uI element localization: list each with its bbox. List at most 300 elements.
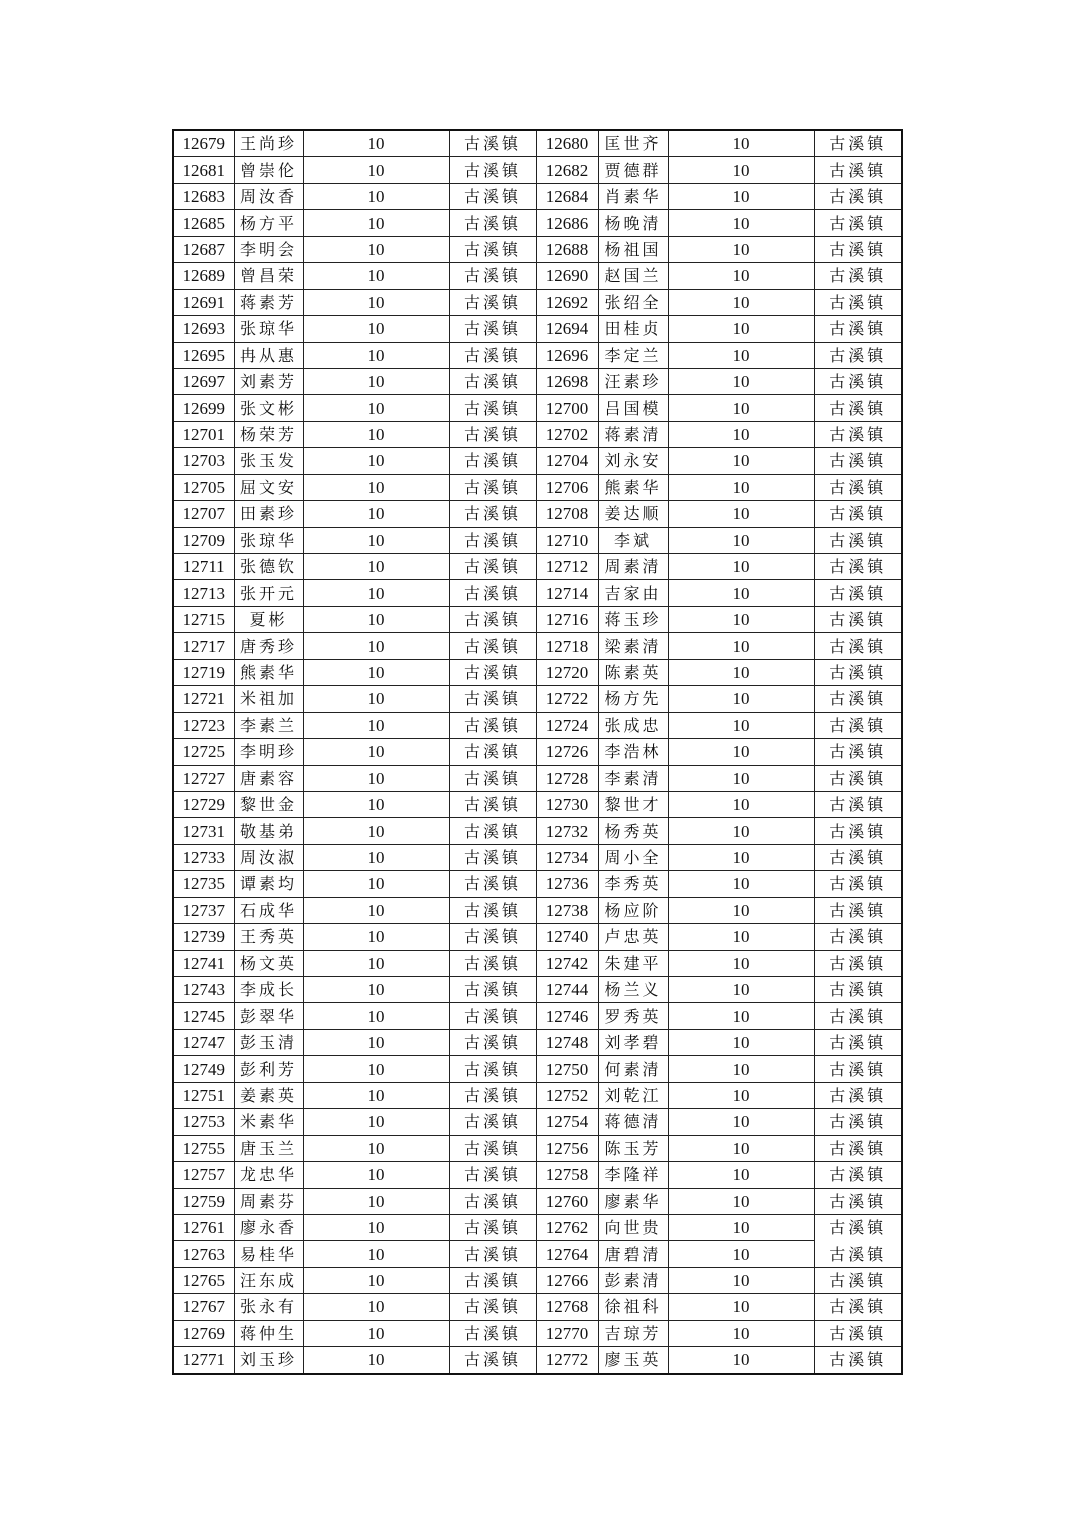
town-cell: 古溪镇 <box>814 924 902 950</box>
town-cell: 古溪镇 <box>814 1347 902 1374</box>
person-name-cell: 黎世金 <box>234 791 303 817</box>
town-cell: 古溪镇 <box>449 316 536 342</box>
record-id-cell: 12685 <box>173 210 234 236</box>
table-row <box>173 818 902 844</box>
record-id-cell: 12684 <box>536 183 598 209</box>
amount-cell: 10 <box>303 844 449 870</box>
amount-cell: 10 <box>303 183 449 209</box>
record-id-cell: 12748 <box>536 1029 598 1055</box>
record-id-cell: 12730 <box>536 791 598 817</box>
town-cell: 古溪镇 <box>449 1135 536 1161</box>
amount-cell: 10 <box>668 1109 814 1135</box>
town-cell: 古溪镇 <box>449 421 536 447</box>
record-id-cell: 12695 <box>173 342 234 368</box>
record-id-cell: 12713 <box>173 580 234 606</box>
person-name-cell: 杨方平 <box>234 210 303 236</box>
town-cell: 古溪镇 <box>814 130 902 157</box>
table-row <box>173 897 902 923</box>
amount-cell: 10 <box>668 157 814 183</box>
amount-cell: 10 <box>668 289 814 315</box>
amount-cell: 10 <box>668 1267 814 1293</box>
table-row <box>173 183 902 209</box>
town-cell: 古溪镇 <box>449 1320 536 1346</box>
amount-cell: 10 <box>303 395 449 421</box>
amount-cell: 10 <box>668 1241 814 1267</box>
record-id-cell: 12721 <box>173 686 234 712</box>
amount-cell: 10 <box>303 1056 449 1082</box>
person-name-cell: 唐素容 <box>234 765 303 791</box>
record-id-cell: 12725 <box>173 739 234 765</box>
town-cell: 古溪镇 <box>449 739 536 765</box>
amount-cell: 10 <box>303 633 449 659</box>
town-cell: 古溪镇 <box>814 501 902 527</box>
amount-cell: 10 <box>303 1294 449 1320</box>
record-id-cell: 12771 <box>173 1347 234 1374</box>
town-cell: 古溪镇 <box>449 1109 536 1135</box>
amount-cell: 10 <box>668 1294 814 1320</box>
person-name-cell: 李素兰 <box>234 712 303 738</box>
table-row <box>173 289 902 315</box>
town-cell: 古溪镇 <box>449 606 536 632</box>
amount-cell: 10 <box>303 1320 449 1346</box>
town-cell: 古溪镇 <box>449 818 536 844</box>
person-name-cell: 米祖加 <box>234 686 303 712</box>
town-cell: 古溪镇 <box>449 791 536 817</box>
town-cell: 古溪镇 <box>449 977 536 1003</box>
record-id-cell: 12697 <box>173 368 234 394</box>
person-name-cell: 唐玉兰 <box>234 1135 303 1161</box>
record-id-cell: 12752 <box>536 1082 598 1108</box>
record-id-cell: 12740 <box>536 924 598 950</box>
town-cell: 古溪镇 <box>449 1188 536 1214</box>
town-cell: 古溪镇 <box>449 501 536 527</box>
town-cell: 古溪镇 <box>814 1267 902 1293</box>
table-row <box>173 527 902 553</box>
person-name-cell: 朱建平 <box>598 950 668 976</box>
amount-cell: 10 <box>303 474 449 500</box>
record-id-cell: 12715 <box>173 606 234 632</box>
town-cell: 古溪镇 <box>814 368 902 394</box>
amount-cell: 10 <box>303 686 449 712</box>
town-cell: 古溪镇 <box>449 765 536 791</box>
town-cell: 古溪镇 <box>814 1029 902 1055</box>
amount-cell: 10 <box>303 1003 449 1029</box>
amount-cell: 10 <box>668 183 814 209</box>
record-id-cell: 12681 <box>173 157 234 183</box>
person-name-cell: 吉琼芳 <box>598 1320 668 1346</box>
record-id-cell: 12754 <box>536 1109 598 1135</box>
town-cell: 古溪镇 <box>449 712 536 738</box>
town-cell: 古溪镇 <box>814 1294 902 1320</box>
town-cell: 古溪镇 <box>814 633 902 659</box>
record-id-cell: 12763 <box>173 1241 234 1267</box>
town-cell: 古溪镇 <box>814 342 902 368</box>
record-id-cell: 12703 <box>173 448 234 474</box>
amount-cell: 10 <box>668 1320 814 1346</box>
amount-cell: 10 <box>303 157 449 183</box>
town-cell: 古溪镇 <box>814 236 902 262</box>
record-id-cell: 12766 <box>536 1267 598 1293</box>
person-name-cell: 廖素华 <box>598 1188 668 1214</box>
town-cell: 古溪镇 <box>814 263 902 289</box>
record-id-cell: 12702 <box>536 421 598 447</box>
person-name-cell: 梁素清 <box>598 633 668 659</box>
record-id-cell: 12690 <box>536 263 598 289</box>
person-name-cell: 蒋仲生 <box>234 1320 303 1346</box>
town-cell: 古溪镇 <box>814 395 902 421</box>
record-id-cell: 12719 <box>173 659 234 685</box>
record-id-cell: 12757 <box>173 1162 234 1188</box>
amount-cell: 10 <box>668 210 814 236</box>
table-row <box>173 342 902 368</box>
amount-cell: 10 <box>668 739 814 765</box>
record-id-cell: 12720 <box>536 659 598 685</box>
town-cell: 古溪镇 <box>814 977 902 1003</box>
amount-cell: 10 <box>668 342 814 368</box>
person-name-cell: 张成忠 <box>598 712 668 738</box>
town-cell: 古溪镇 <box>814 712 902 738</box>
person-name-cell: 李明珍 <box>234 739 303 765</box>
person-name-cell: 卢忠英 <box>598 924 668 950</box>
amount-cell: 10 <box>668 633 814 659</box>
table-row <box>173 580 902 606</box>
table-row <box>173 1082 902 1108</box>
record-id-cell: 12689 <box>173 263 234 289</box>
person-name-cell: 敬基弟 <box>234 818 303 844</box>
person-name-cell: 姜素英 <box>234 1082 303 1108</box>
record-id-cell: 12686 <box>536 210 598 236</box>
table-row <box>173 1320 902 1346</box>
amount-cell: 10 <box>303 924 449 950</box>
person-name-cell: 田素珍 <box>234 501 303 527</box>
person-name-cell: 刘孝碧 <box>598 1029 668 1055</box>
table-row <box>173 1003 902 1029</box>
person-name-cell: 屈文安 <box>234 474 303 500</box>
town-cell: 古溪镇 <box>449 1294 536 1320</box>
town-cell: 古溪镇 <box>449 871 536 897</box>
table-row <box>173 1267 902 1293</box>
person-name-cell: 张琼华 <box>234 316 303 342</box>
person-name-cell: 米素华 <box>234 1109 303 1135</box>
amount-cell: 10 <box>668 1082 814 1108</box>
person-name-cell: 李定兰 <box>598 342 668 368</box>
record-id-cell: 12735 <box>173 871 234 897</box>
amount-cell: 10 <box>303 1214 449 1240</box>
amount-cell: 10 <box>668 659 814 685</box>
amount-cell: 10 <box>668 130 814 157</box>
town-cell: 古溪镇 <box>449 474 536 500</box>
amount-cell: 10 <box>668 395 814 421</box>
person-name-cell: 刘乾江 <box>598 1082 668 1108</box>
amount-cell: 10 <box>303 263 449 289</box>
amount-cell: 10 <box>668 448 814 474</box>
town-cell: 古溪镇 <box>814 739 902 765</box>
person-name-cell: 蒋玉珍 <box>598 606 668 632</box>
table-row <box>173 263 902 289</box>
person-name-cell: 唐秀珍 <box>234 633 303 659</box>
town-cell: 古溪镇 <box>449 554 536 580</box>
amount-cell: 10 <box>668 1056 814 1082</box>
record-id-cell: 12708 <box>536 501 598 527</box>
town-cell: 古溪镇 <box>814 157 902 183</box>
record-id-cell: 12750 <box>536 1056 598 1082</box>
amount-cell: 10 <box>668 316 814 342</box>
record-id-cell: 12738 <box>536 897 598 923</box>
table-row <box>173 210 902 236</box>
person-name-cell: 王尚珍 <box>234 130 303 157</box>
record-id-cell: 12700 <box>536 395 598 421</box>
town-cell: 古溪镇 <box>449 1162 536 1188</box>
person-name-cell: 廖玉英 <box>598 1347 668 1374</box>
amount-cell: 10 <box>668 501 814 527</box>
town-cell: 古溪镇 <box>449 950 536 976</box>
amount-cell: 10 <box>303 1267 449 1293</box>
town-cell: 古溪镇 <box>449 395 536 421</box>
town-cell: 古溪镇 <box>814 527 902 553</box>
amount-cell: 10 <box>303 1241 449 1267</box>
amount-cell: 10 <box>668 1188 814 1214</box>
record-id-cell: 12687 <box>173 236 234 262</box>
amount-cell: 10 <box>303 950 449 976</box>
person-name-cell: 田桂贞 <box>598 316 668 342</box>
amount-cell: 10 <box>668 527 814 553</box>
amount-cell: 10 <box>303 368 449 394</box>
amount-cell: 10 <box>303 130 449 157</box>
town-cell: 古溪镇 <box>814 554 902 580</box>
record-id-cell: 12756 <box>536 1135 598 1161</box>
table-row <box>173 712 902 738</box>
amount-cell: 10 <box>303 527 449 553</box>
record-id-cell: 12711 <box>173 554 234 580</box>
person-name-cell: 张德钦 <box>234 554 303 580</box>
record-id-cell: 12718 <box>536 633 598 659</box>
town-cell: 古溪镇 <box>449 1214 536 1240</box>
record-id-cell: 12762 <box>536 1214 598 1240</box>
table-row <box>173 739 902 765</box>
record-id-cell: 12688 <box>536 236 598 262</box>
person-name-cell: 匡世齐 <box>598 130 668 157</box>
table-row <box>173 448 902 474</box>
amount-cell: 10 <box>668 580 814 606</box>
person-name-cell: 冉从惠 <box>234 342 303 368</box>
record-id-cell: 12724 <box>536 712 598 738</box>
amount-cell: 10 <box>668 1214 814 1240</box>
table-row <box>173 1294 902 1320</box>
record-id-cell: 12705 <box>173 474 234 500</box>
table-row <box>173 1214 902 1240</box>
person-name-cell: 张永有 <box>234 1294 303 1320</box>
person-name-cell: 张琼华 <box>234 527 303 553</box>
record-id-cell: 12707 <box>173 501 234 527</box>
town-cell: 古溪镇 <box>814 1188 902 1214</box>
person-name-cell: 彭翠华 <box>234 1003 303 1029</box>
town-cell: 古溪镇 <box>814 1109 902 1135</box>
table-row <box>173 871 902 897</box>
record-id-cell: 12680 <box>536 130 598 157</box>
person-name-cell: 周素清 <box>598 554 668 580</box>
person-name-cell: 吉家由 <box>598 580 668 606</box>
table-row <box>173 977 902 1003</box>
record-id-cell: 12723 <box>173 712 234 738</box>
amount-cell: 10 <box>303 289 449 315</box>
town-cell: 古溪镇 <box>449 1056 536 1082</box>
person-name-cell: 石成华 <box>234 897 303 923</box>
person-name-cell: 刘玉珍 <box>234 1347 303 1374</box>
table-row <box>173 1109 902 1135</box>
table-row <box>173 236 902 262</box>
record-id-cell: 12712 <box>536 554 598 580</box>
record-id-cell: 12709 <box>173 527 234 553</box>
record-id-cell: 12726 <box>536 739 598 765</box>
table-row <box>173 501 902 527</box>
record-id-cell: 12716 <box>536 606 598 632</box>
amount-cell: 10 <box>668 1162 814 1188</box>
person-name-cell: 徐祖科 <box>598 1294 668 1320</box>
record-id-cell: 12731 <box>173 818 234 844</box>
amount-cell: 10 <box>668 1347 814 1374</box>
record-id-cell: 12737 <box>173 897 234 923</box>
person-name-cell: 黎世才 <box>598 791 668 817</box>
person-name-cell: 刘永安 <box>598 448 668 474</box>
person-name-cell: 向世贵 <box>598 1214 668 1240</box>
town-cell: 古溪镇 <box>814 871 902 897</box>
person-name-cell: 李隆祥 <box>598 1162 668 1188</box>
town-cell: 古溪镇 <box>814 1241 902 1267</box>
person-name-cell: 周汝淑 <box>234 844 303 870</box>
amount-cell: 10 <box>668 1029 814 1055</box>
table-row <box>173 316 902 342</box>
town-cell: 古溪镇 <box>449 1241 536 1267</box>
record-id-cell: 12694 <box>536 316 598 342</box>
town-cell: 古溪镇 <box>814 659 902 685</box>
town-cell: 古溪镇 <box>449 633 536 659</box>
record-id-cell: 12727 <box>173 765 234 791</box>
amount-cell: 10 <box>668 554 814 580</box>
person-name-cell: 彭玉清 <box>234 1029 303 1055</box>
person-name-cell: 吕国模 <box>598 395 668 421</box>
table-row <box>173 554 902 580</box>
amount-cell: 10 <box>303 210 449 236</box>
record-id-cell: 12741 <box>173 950 234 976</box>
town-cell: 古溪镇 <box>814 606 902 632</box>
person-name-cell: 张开元 <box>234 580 303 606</box>
person-name-cell: 杨荣芳 <box>234 421 303 447</box>
table-row <box>173 1188 902 1214</box>
table-row <box>173 765 902 791</box>
amount-cell: 10 <box>668 791 814 817</box>
town-cell: 古溪镇 <box>449 263 536 289</box>
town-cell: 古溪镇 <box>449 157 536 183</box>
amount-cell: 10 <box>668 950 814 976</box>
record-id-cell: 12751 <box>173 1082 234 1108</box>
town-cell: 古溪镇 <box>814 818 902 844</box>
town-cell: 古溪镇 <box>449 659 536 685</box>
town-cell: 古溪镇 <box>449 210 536 236</box>
record-id-cell: 12764 <box>536 1241 598 1267</box>
amount-cell: 10 <box>303 1135 449 1161</box>
person-name-cell: 谭素均 <box>234 871 303 897</box>
person-name-cell: 陈素英 <box>598 659 668 685</box>
record-id-cell: 12769 <box>173 1320 234 1346</box>
town-cell: 古溪镇 <box>449 289 536 315</box>
town-cell: 古溪镇 <box>449 342 536 368</box>
town-cell: 古溪镇 <box>814 1082 902 1108</box>
record-id-cell: 12736 <box>536 871 598 897</box>
table-row <box>173 950 902 976</box>
person-name-cell: 李成长 <box>234 977 303 1003</box>
record-id-cell: 12767 <box>173 1294 234 1320</box>
amount-cell: 10 <box>668 977 814 1003</box>
town-cell: 古溪镇 <box>814 1056 902 1082</box>
town-cell: 古溪镇 <box>449 686 536 712</box>
person-name-cell: 夏彬 <box>234 606 303 632</box>
record-id-cell: 12699 <box>173 395 234 421</box>
table-row <box>173 633 902 659</box>
amount-cell: 10 <box>668 474 814 500</box>
record-id-cell: 12682 <box>536 157 598 183</box>
amount-cell: 10 <box>668 263 814 289</box>
record-id-cell: 12760 <box>536 1188 598 1214</box>
town-cell: 古溪镇 <box>449 1347 536 1374</box>
record-id-cell: 12679 <box>173 130 234 157</box>
person-name-cell: 熊素华 <box>598 474 668 500</box>
table-row <box>173 844 902 870</box>
table-row <box>173 1135 902 1161</box>
table-row <box>173 1056 902 1082</box>
table-row <box>173 924 902 950</box>
record-id-cell: 12772 <box>536 1347 598 1374</box>
table-row <box>173 1162 902 1188</box>
person-name-cell: 王秀英 <box>234 924 303 950</box>
table-row <box>173 474 902 500</box>
amount-cell: 10 <box>668 686 814 712</box>
amount-cell: 10 <box>303 1109 449 1135</box>
record-id-cell: 12714 <box>536 580 598 606</box>
person-name-cell: 唐碧清 <box>598 1241 668 1267</box>
amount-cell: 10 <box>303 554 449 580</box>
person-name-cell: 肖素华 <box>598 183 668 209</box>
person-name-cell: 蒋素芳 <box>234 289 303 315</box>
amount-cell: 10 <box>303 659 449 685</box>
table-row <box>173 1241 902 1267</box>
person-name-cell: 易桂华 <box>234 1241 303 1267</box>
person-name-cell: 张绍全 <box>598 289 668 315</box>
amount-cell: 10 <box>303 1162 449 1188</box>
town-cell: 古溪镇 <box>814 1214 902 1240</box>
amount-cell: 10 <box>668 421 814 447</box>
town-cell: 古溪镇 <box>814 316 902 342</box>
amount-cell: 10 <box>668 897 814 923</box>
town-cell: 古溪镇 <box>814 289 902 315</box>
town-cell: 古溪镇 <box>449 844 536 870</box>
amount-cell: 10 <box>303 448 449 474</box>
record-id-cell: 12696 <box>536 342 598 368</box>
town-cell: 古溪镇 <box>814 210 902 236</box>
town-cell: 古溪镇 <box>814 183 902 209</box>
town-cell: 古溪镇 <box>814 897 902 923</box>
town-cell: 古溪镇 <box>814 686 902 712</box>
amount-cell: 10 <box>303 1082 449 1108</box>
amount-cell: 10 <box>668 765 814 791</box>
record-id-cell: 12749 <box>173 1056 234 1082</box>
person-name-cell: 蒋德清 <box>598 1109 668 1135</box>
record-id-cell: 12761 <box>173 1214 234 1240</box>
person-name-cell: 罗秀英 <box>598 1003 668 1029</box>
person-name-cell: 李浩林 <box>598 739 668 765</box>
amount-cell: 10 <box>303 897 449 923</box>
amount-cell: 10 <box>303 1188 449 1214</box>
record-id-cell: 12753 <box>173 1109 234 1135</box>
